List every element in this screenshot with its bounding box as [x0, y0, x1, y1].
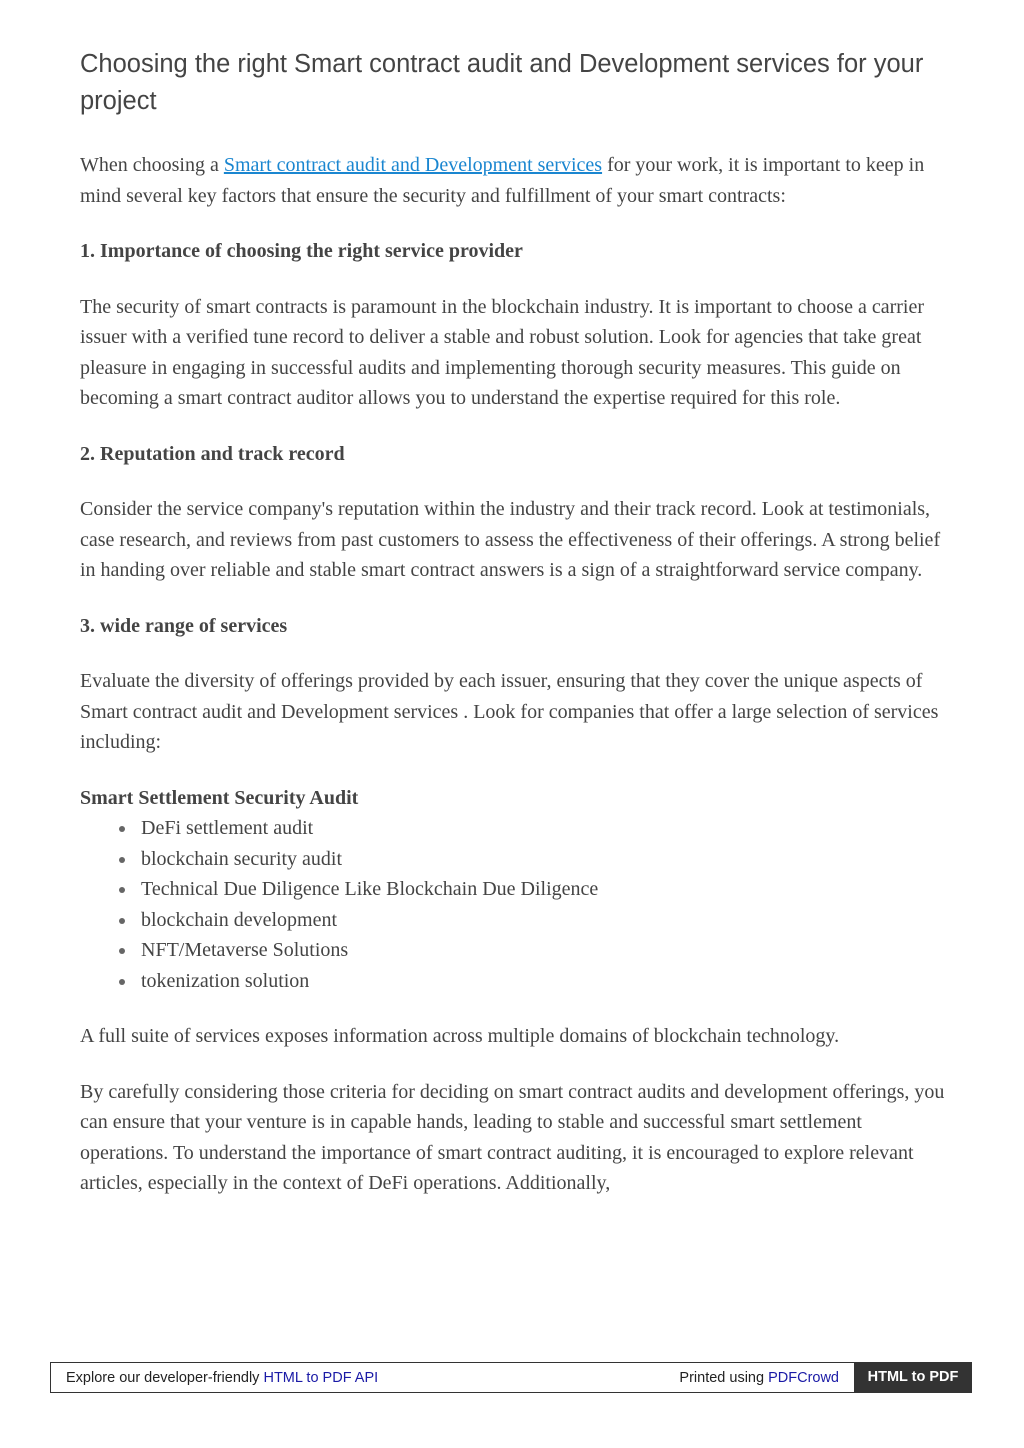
document-body — [80, 150, 950, 1199]
services-link[interactable]: Smart contract audit and Development services — [223, 154, 603, 176]
footer-promo — [66, 1370, 378, 1386]
footer-printed-text: Printed using — [679, 1370, 769, 1386]
intro-text-before: When choosing a — [80, 154, 224, 176]
intro-text-after: for your work, it is important to keep in mind several key factors that ensure the security and fulfillment of your smart contracts: — [80, 154, 925, 207]
summary-paragraph: A full suite of services exposes information across multiple domains of blockchain technology. — [80, 1025, 840, 1047]
section-1-heading: 1. Importance of choosing the right service provider — [80, 240, 523, 262]
intro-paragraph — [80, 150, 950, 211]
list-item: DeFi settlement audit — [141, 813, 950, 844]
subsection-heading: Smart Settlement Security Audit — [80, 786, 359, 809]
list-item: blockchain security audit — [141, 844, 950, 875]
section-3-heading: 3. wide range of services — [80, 614, 288, 637]
list-item: Technical Due Diligence Like Blockchain Due Diligence — [141, 874, 950, 905]
closing-paragraph: By carefully considering those criteria for deciding on smart contract audits and development offerings, you can ensure that your venture is in capable hands, leading to stable and successful smart settlement operations. To understand the importance of smart contract auditing, it is encouraged to explore relevant articles, especially in the context of DeFi operations. Additionally, — [80, 1080, 945, 1194]
footer-bar — [50, 1362, 972, 1393]
page-title: Choosing the right Smart contract audit and Development services for your project — [80, 50, 924, 115]
list-item: blockchain development — [141, 905, 950, 936]
section-2-heading: 2. Reputation and track record — [80, 442, 345, 465]
section-3-body: Evaluate the diversity of offerings provided by each issuer, ensuring that they cover the unique aspects of Smart contract audit and Development services . Look for companies that offer a large selection of services including: — [80, 670, 939, 753]
list-item: NFT/Metaverse Solutions — [141, 935, 950, 966]
services-list — [80, 813, 950, 996]
html-to-pdf-api-link[interactable]: HTML to PDF API — [263, 1370, 379, 1386]
section-1-body: The security of smart contracts is paramount in the blockchain industry. It is important to choose a carrier issuer with a verified tune record to deliver a stable and robust solution. Look for agencies that take great pleasure in engaging in successful audits and implementing thorough security measures. This guide on becoming a smart contract auditor allows you to understand the expertise required for this role. — [80, 295, 925, 409]
footer-promo-text: Explore our developer-friendly — [66, 1370, 264, 1386]
list-item: tokenization solution — [141, 966, 950, 997]
html-to-pdf-button[interactable]: HTML to PDF — [854, 1362, 972, 1393]
footer-printed-by — [679, 1370, 839, 1386]
pdfcrowd-link[interactable]: PDFCrowd — [768, 1370, 839, 1386]
section-2-body: Consider the service company's reputation within the industry and their track record. Look at testimonials, case research, and reviews from past customers to assess the effectiveness of their offerings. A strong belief in handing over reliable and stable smart contract answers is a sign of a straightforward service company. — [80, 498, 941, 581]
